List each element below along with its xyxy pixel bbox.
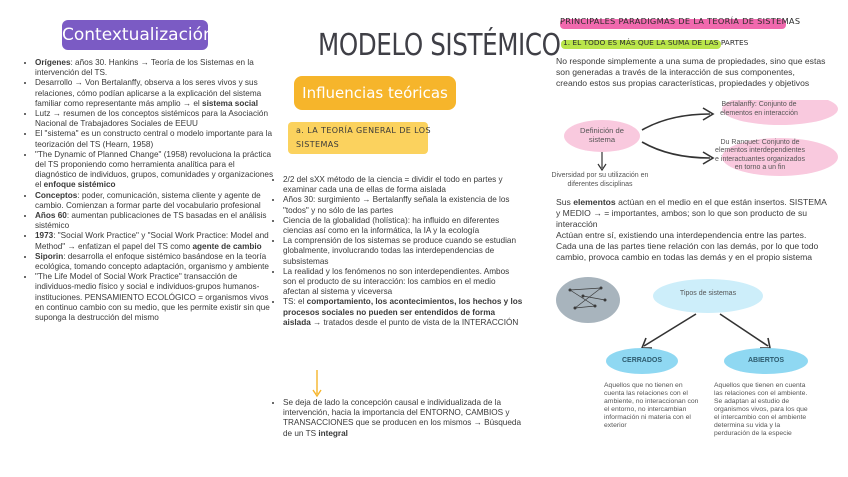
cerrados-desc: Aquellos que no tienen en cuenta las relaciones con el ambiente, no interaccionan con el entorno, no intercambian información ni materia con el exterior: [604, 382, 699, 429]
middle-list: [270, 175, 524, 328]
middle-list-item: • TS: el comportamiento, los acontecimientos, los hechos y los procesos sociales no pueden ser entendidos de forma aislada → tratados desde el punto de vista de la INTERACCIÓN: [283, 297, 524, 328]
definicion-note: Diversidad por su utilización en diferentes disciplinas: [551, 172, 649, 188]
contextualizacion-heading: Contextualización: [62, 20, 208, 50]
left-list-item: • Años 60: aumentan publicaciones de TS basadas en el análisis sistémico: [35, 211, 275, 231]
paradigmas-heading: PRINCIPALES PARADIGMAS DE LA TEORÍA DE SISTEMAS: [560, 16, 801, 26]
influencias-heading: Influencias teóricas: [294, 76, 456, 110]
definicion-label: Definición de sistema: [580, 126, 624, 144]
cerrados-label: CERRADOS: [621, 357, 663, 364]
elementos-text: Sus elementos actúan en el medio en el que están insertos. SISTEMA y MEDIO → = importantes, ambos; son lo que son producto de su interacción Actúan entre sí, existiendo una interdependencia entre las partes. Cada una de las partes tiene relación con las demás, por lo que todo cambio, provoca cambio en todas las demás y en el propio sistema: [556, 197, 827, 262]
left-list: [22, 58, 275, 323]
middle-list-item: • La realidad y los fenómenos no son interdependientes. Ambos son el producto de su interacción: los cambios en el medio afectan al sistema y viceversa: [283, 267, 524, 298]
middle-list-item: • Años 30: surgimiento → Bertalanffy señala la existencia de los "todos" y no sólo de las partes: [283, 195, 524, 215]
page-title: MODELO SISTÉMICO: [318, 28, 561, 63]
middle-list-item: • Ciencia de la globalidad (holística): ha influido en diferentes ciencias así como en la informática, la IA y la ecología: [283, 216, 524, 236]
duranquet-label: Du Ranquet: Conjunto de elementos interdependientes e interactuantes organizados en torno a un fin: [715, 139, 805, 171]
left-list-item: • Orígenes: años 30. Hankins → Teoría de los Sistemas en la intervención del TS.: [35, 58, 275, 78]
left-list-item: • Lutz → resumen de los conceptos sistémicos para la Asociación Nacional de Trabajadores Sociales de EEUU: [35, 109, 275, 129]
middle-last: [270, 398, 524, 439]
left-list-item: • "The Dynamic of Planned Change" (1958) revoluciona la práctica del TS proponiendo como herramienta analítica para el diagnóstico de individuos, grupos, comunidades y organizaciones el enfoque sistémico: [35, 150, 275, 191]
abiertos-desc: Aquellos que tienen en cuenta las relaciones con el ambiente. Se adaptan al estudio de organismos vivos, para los que el intercambio con el ambiente determina su vida y la perduración de la especie: [714, 382, 808, 437]
down-arrow-icon: [310, 370, 324, 398]
bertalanffy-label: Bertalanffy: Conjunto de elementos en interacción: [720, 101, 798, 117]
middle-last-item: • Se deja de lado la concepción causal e individualizada de la intervención, hacia la importancia del ENTORNO, CAMBIOS y TRANSACCIONES que se producen en los mismos → Búsqueda de un TS integral: [283, 398, 524, 439]
abiertos-label: ABIERTOS: [747, 357, 785, 364]
todo-heading: 1. EL TODO ES MÁS QUE LA SUMA DE LAS PARTES: [563, 38, 749, 47]
left-list-item: • "The Life Model of Social Work Practice" transacción de individuos-medio físico y social e individuos-grupos humanos-instituciones. PENSAMIENTO ECOLÓGICO = organismos vivos en continuo cambio con su medio, que les permite existir sin que suponga la destrucción del mismo: [35, 272, 275, 323]
left-list-item: • El "sistema" es un constructo central o modelo importante para la teorización del TS (Hearn, 1958): [35, 129, 275, 149]
left-list-item: • Desarrollo → Von Bertalanffy, observa a los seres vivos y sus relaciones, cómo podían aplicarse a la explicación del sistema familiar como representante más amplio → el sistema social: [35, 78, 275, 109]
intro-text: No responde simplemente a una suma de propiedades, sino que estas son generadas a través de la interacción de sus componentes, creando estos sus propias características, propiedades y objetivos: [556, 56, 826, 88]
teoria-general-heading: a. LA TEORÍA GENERAL DE LOS SISTEMAS: [296, 126, 431, 149]
middle-list-item: • 2/2 del sXX método de la ciencia = dividir el todo en partes y examinar cada una de ellas de forma aislada: [283, 175, 524, 195]
middle-list-item: • La comprensión de los sistemas se produce cuando se estudian globalmente, involucrando todas las interdependencias de subsistemas: [283, 236, 524, 267]
tipos-label: Tipos de sistemas: [679, 290, 737, 297]
left-list-item: • 1973: "Social Work Practice" y "Social Work Practice: Model and Method" → enfatizan el papel del TS como agente de cambio: [35, 231, 275, 251]
left-list-item: • Conceptos: poder, comunicación, sistema cliente y agente de cambio. Comienzan a formar parte del vocabulario profesional: [35, 191, 275, 211]
left-list-item: • Siporin: desarrolla el enfoque sistémico basándose en la teoría ecológica, tomando concepto adaptación, organismo y ambiente: [35, 252, 275, 272]
